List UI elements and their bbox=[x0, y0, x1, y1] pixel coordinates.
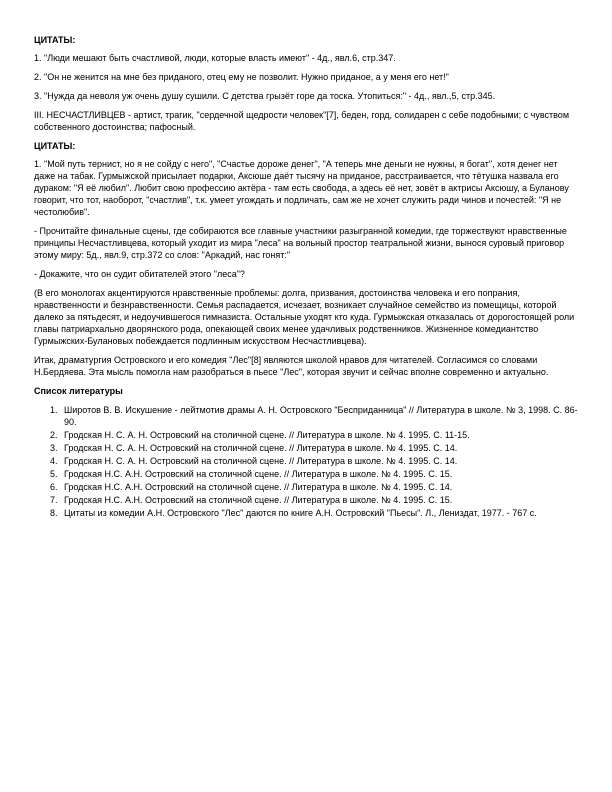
quote-1: 1. "Люди мешают быть счастливой, люди, которые власть имеют" - 4д., явл.6, стр.347. bbox=[34, 53, 396, 63]
conclusion-paragraph: Итак, драматургия Островского и его комедия "Лес"[8] являются школой нравов для читателей. Согласимся со словами Н.Бердяева. Эта мысль помогла нам разобраться в пьесе "Лес", которая звучит и сейчас вполне современно и актуально. bbox=[34, 355, 549, 377]
quote-3: 3. "Нужда да неволя уж очень душу сушили. С детства грызёт горе да тоска. Утопиться:" - 4д., явл.,5, стр.345. bbox=[34, 91, 496, 101]
reference-item: 8. Цитаты из комедии А.Н. Островского "Лес" даются по книге А.Н. Островский "Пьесы". Л., Лениздат, 1977. - 767 с. bbox=[60, 507, 578, 519]
task-paragraph-1: - Прочитайте финальные сцены, где собираются все главные участники разыгранной комедии, где торжествуют нравственные принципы Несчастливцева, который уходит из мира "леса" на вольный простор театральной жизни, вынося суровый приговор этому миру: 5д., явл.9, стр.372 со слов: "Аркадий, нас гонят:" bbox=[34, 226, 567, 260]
quotes-heading-1: ЦИТАТЫ: bbox=[34, 35, 76, 45]
quote-block: 1. "Мой путь тернист, но я не сойду с него", "Счастье дороже денег", "А теперь мне деньги не нужны, я богат", хотя денег нет даже на табак. Гурмыжской присылает подарки, Аксюше даёт тысячу на приданое, расстраивается, что тётушка назвала его дураком: "Я её любил". Любит свою профессию актёра - там есть свобода, а здесь её нет, зовёт в актрисы Аксюшу, а Буланову говорит, что тот, наоборот, "счастлив", т.к. умеет угождать и подличать, сам же не хочет служить ради чинов и почестей: "Я не честолюбив". bbox=[34, 159, 569, 217]
reference-item: 5. Гродская Н.С. А.Н. Островский на столичной сцене. // Литература в школе. № 4. 1995. С. 15. bbox=[60, 468, 578, 480]
references-title: Список литературы bbox=[34, 386, 123, 396]
reference-item: 1. Широтов В. В. Искушение - лейтмотив драмы А. Н. Островского "Бесприданница" // Литература в школе. № 3, 1998. С. 86-90. bbox=[60, 404, 578, 428]
quotes-heading-2: ЦИТАТЫ: bbox=[34, 141, 76, 151]
reference-item: 6. Гродская Н.С. А.Н. Островский на столичной сцене. // Литература в школе. № 4. 1995. С. 14. bbox=[60, 481, 578, 493]
references-list bbox=[34, 404, 578, 519]
reference-item: 2. Гродская Н. С. А. Н. Островский на столичной сцене. // Литература в школе. № 4. 1995. С. 11-15. bbox=[60, 429, 578, 441]
reference-item: 3. Гродская Н. С. А. Н. Островский на столичной сцене. // Литература в школе. № 4. 1995. С. 14. bbox=[60, 442, 578, 454]
explanation-paragraph: (В его монологах акцентируются нравственные проблемы: долга, призвания, достоинства человека и его попрания, нравственности и безнравственности. Семья распадается, исчезает, возникает случайное семейство из помещицы, которой далеко за пятьдесят, и недоучившегося гимназиста. Остальные уходят кто куда. Гурмыжская отказалась от дорогостоящей роли главы патриархально дворянского рода, опекающей своих менее удачливых родственников. Жизненное комедиантство Гурмыжских-Булановых побеждается подлинным искусством Несчастливцева). bbox=[34, 288, 575, 346]
reference-item: 7. Гродская Н.С. А.Н. Островский на столичной сцене. // Литература в школе. № 4. 1995. С. 15. bbox=[60, 494, 578, 506]
character-description: III. НЕСЧАСТЛИВЦЕВ - артист, трагик, "сердечной щедрости человек"[7], беден, горд, солидарен с себе подобными; с чувством собственного достоинства; пафосный. bbox=[34, 110, 570, 132]
task-paragraph-2: - Докажите, что он судит обитателей этого "леса"? bbox=[34, 269, 245, 279]
quote-2: 2. "Он не женится на мне без приданого, отец ему не позволит. Нужно приданое, а у меня его нет!" bbox=[34, 72, 449, 82]
document-page bbox=[34, 34, 578, 520]
reference-item: 4. Гродская Н. С. А. Н. Островский на столичной сцене. // Литература в школе. № 4. 1995. С. 14. bbox=[60, 455, 578, 467]
